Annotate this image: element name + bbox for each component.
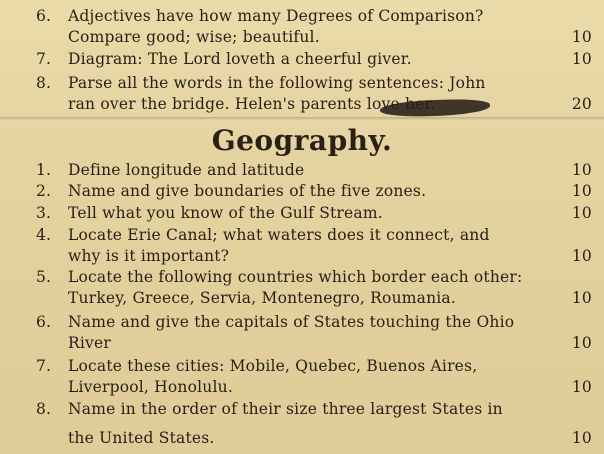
paper-fold (0, 117, 604, 121)
question-points: 10 (571, 334, 592, 352)
question-points: 10 (571, 429, 592, 447)
question-number: 3. (36, 204, 52, 222)
question-text: Diagram: The Lord loveth a cheerful giver. (68, 50, 412, 68)
question-number: 8. (36, 74, 52, 92)
question-text: Parse all the words in the following sentences: John (68, 74, 486, 92)
question-number: 7. (36, 357, 52, 375)
question-points: 10 (571, 50, 592, 68)
question-text-cont: ran over the bridge. Helen's parents love her. (68, 95, 436, 113)
question-text: Name in the order of their size three largest States in (68, 400, 503, 418)
question-text: Adjectives have how many Degrees of Comparison? (68, 7, 484, 25)
question-points: 10 (571, 204, 592, 222)
question-points: 10 (571, 289, 592, 307)
question-text: Locate Erie Canal; what waters does it connect, and (68, 226, 490, 244)
question-text-cont: Liverpool, Honolulu. (68, 378, 233, 396)
question-points: 20 (571, 95, 592, 113)
question-text: Locate the following countries which border each other: (68, 268, 523, 286)
question-number: 5. (36, 268, 52, 286)
question-number: 8. (36, 400, 52, 418)
question-text: Name and give the capitals of States touching the Ohio (68, 313, 515, 331)
question-text: Locate these cities: Mobile, Quebec, Buenos Aires, (68, 357, 478, 375)
question-number: 4. (36, 226, 52, 244)
question-text: Name and give boundaries of the five zones. (68, 182, 427, 200)
question-text: Tell what you know of the Gulf Stream. (68, 204, 383, 222)
question-number: 6. (36, 313, 52, 331)
question-number: 6. (36, 7, 52, 25)
question-points: 10 (571, 247, 592, 265)
question-points: 10 (571, 28, 592, 46)
question-points: 10 (571, 182, 592, 200)
question-number: 1. (36, 161, 52, 179)
question-points: 10 (571, 161, 592, 179)
question-text-cont: Turkey, Greece, Servia, Montenegro, Roumania. (68, 289, 456, 307)
question-text-cont: the United States. (68, 429, 215, 447)
question-number: 7. (36, 50, 52, 68)
question-number: 2. (36, 182, 52, 200)
question-text-cont: why is it important? (68, 247, 230, 265)
question-text-cont: Compare good; wise; beautiful. (68, 28, 320, 46)
question-text-cont: River (68, 334, 111, 352)
question-points: 10 (571, 378, 592, 396)
section-heading: Geography. (211, 124, 393, 157)
question-text: Define longitude and latitude (68, 161, 305, 179)
